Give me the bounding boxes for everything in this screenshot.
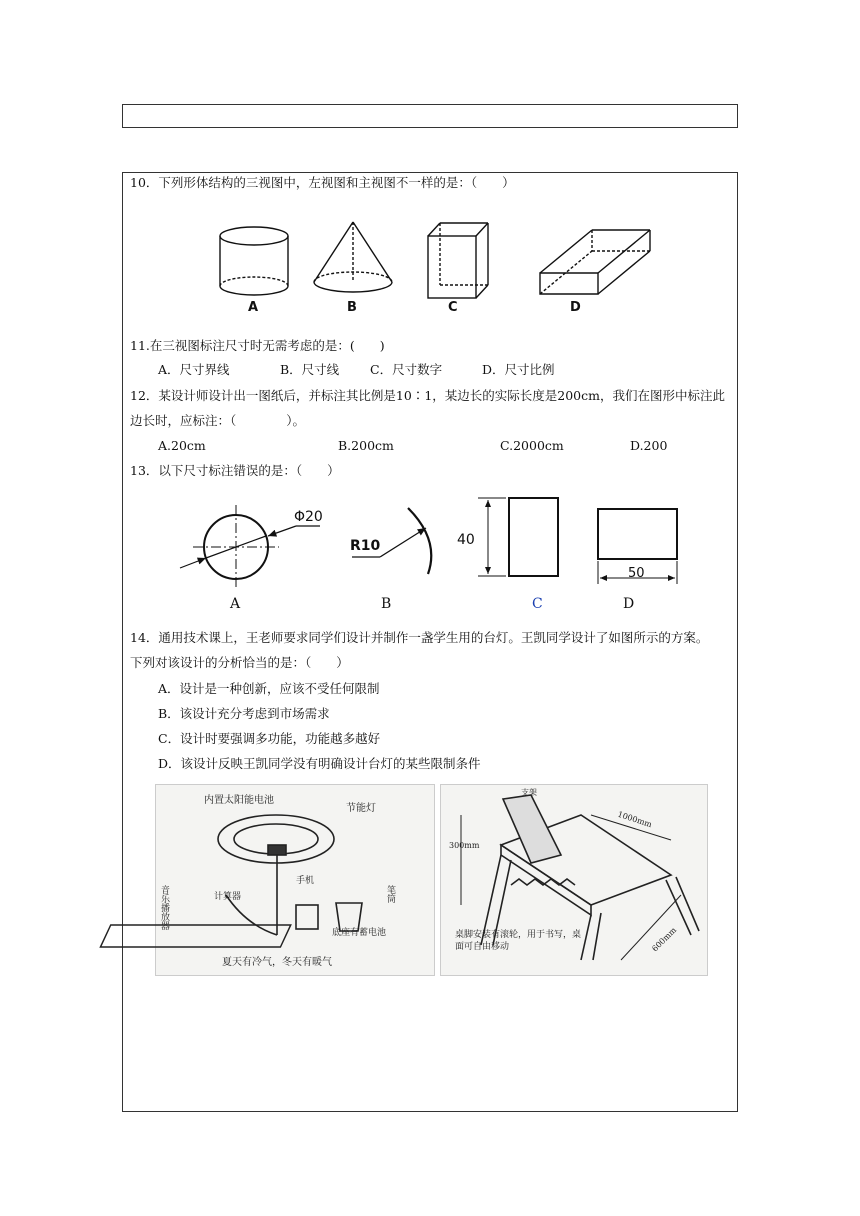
q10-label-c: C [448, 300, 458, 315]
sketch2-note-0: 支架 [521, 788, 537, 797]
lamp-sketch-drawing [156, 785, 434, 975]
q12-option-c: C.2000cm [500, 438, 564, 453]
sketch2-note-4: 桌脚安装有滚轮，用于书写，桌面可自由移动 [455, 930, 582, 952]
q12-option-b: B.200cm [338, 438, 394, 453]
sketch1-note-7: 夏天有冷气，冬天有暖气 [222, 957, 332, 968]
q11-option-d: D．尺寸比例 [482, 362, 555, 377]
q12-option-d: D.200 [630, 438, 668, 453]
q13-label-c: C [532, 596, 543, 612]
q10-label-a: A [248, 300, 259, 315]
sketch1-note-4: 笔筒 [385, 885, 395, 903]
dim-50: 50 [628, 566, 645, 581]
q14-option-c: C．设计时要强调多功能，功能越多越好 [158, 731, 381, 746]
q12-option-a: A.20cm [158, 438, 206, 453]
q12-text-line1: 12．某设计师设计出一图纸后，并标注其比例是10∶1，某边长的实际长度是200cm，我们在图形中标注此 [130, 388, 725, 403]
q13-label-d: D [623, 596, 635, 612]
sketch1-note-5: 音乐播放器 [159, 885, 169, 930]
dim-phi-20: Φ20 [294, 509, 323, 525]
q13-label-b: B [381, 596, 392, 612]
sketch1-note-0: 内置太阳能电池 [204, 795, 274, 806]
q14-option-d: D．该设计反映王凯同学没有明确设计台灯的某些限制条件 [158, 756, 481, 771]
q11-option-c: C．尺寸数字 [370, 362, 443, 377]
q10-label-d: D [570, 300, 581, 315]
desk-sketch-image [440, 784, 708, 976]
rect-vertical-dimension-figure [478, 498, 558, 576]
q14-text-line1: 14．通用技术课上，王老师要求同学们设计并制作一盏学生用的台灯。王凯同学设计了如图所示的方案。 [130, 630, 709, 645]
sketch2-note-3: 600mm [650, 925, 679, 954]
q11-text: 11.在三视图标注尺寸时无需考虑的是：( ) [130, 338, 385, 353]
sketch1-note-2: 计算器 [214, 892, 242, 902]
sketch1-note-3: 手机 [296, 876, 315, 886]
q14-text-line2: 下列对该设计的分析恰当的是：（ ） [130, 655, 349, 670]
q14-option-a: A．设计是一种创新，应该不受任何限制 [158, 681, 380, 696]
q10-text: 10．下列形体结构的三视图中，左视图和主视图不一样的是：（ ） [130, 175, 515, 190]
q13-text: 13．以下尺寸标注错误的是：（ ） [130, 463, 340, 478]
sketch2-note-2: 300mm [449, 841, 480, 850]
q11-option-a: A．尺寸界线 [158, 362, 230, 377]
q13-figures [0, 0, 860, 600]
q14-option-b: B．该设计充分考虑到市场需求 [158, 706, 330, 721]
dim-40: 40 [457, 532, 475, 548]
lamp-sketch-image [155, 784, 435, 976]
q13-label-a: A [230, 596, 241, 612]
sketch1-note-1: 节能灯 [346, 803, 376, 814]
q12-text-line2: 边长时，应标注：（ ）。 [130, 413, 306, 428]
dim-r-10: R10 [350, 538, 381, 554]
q11-option-b: B．尺寸线 [280, 362, 340, 377]
sketch1-note-6: 底座有蓄电池 [332, 928, 387, 938]
sketch2-note-1: 1000mm [616, 809, 654, 830]
q10-label-b: B [347, 300, 357, 315]
